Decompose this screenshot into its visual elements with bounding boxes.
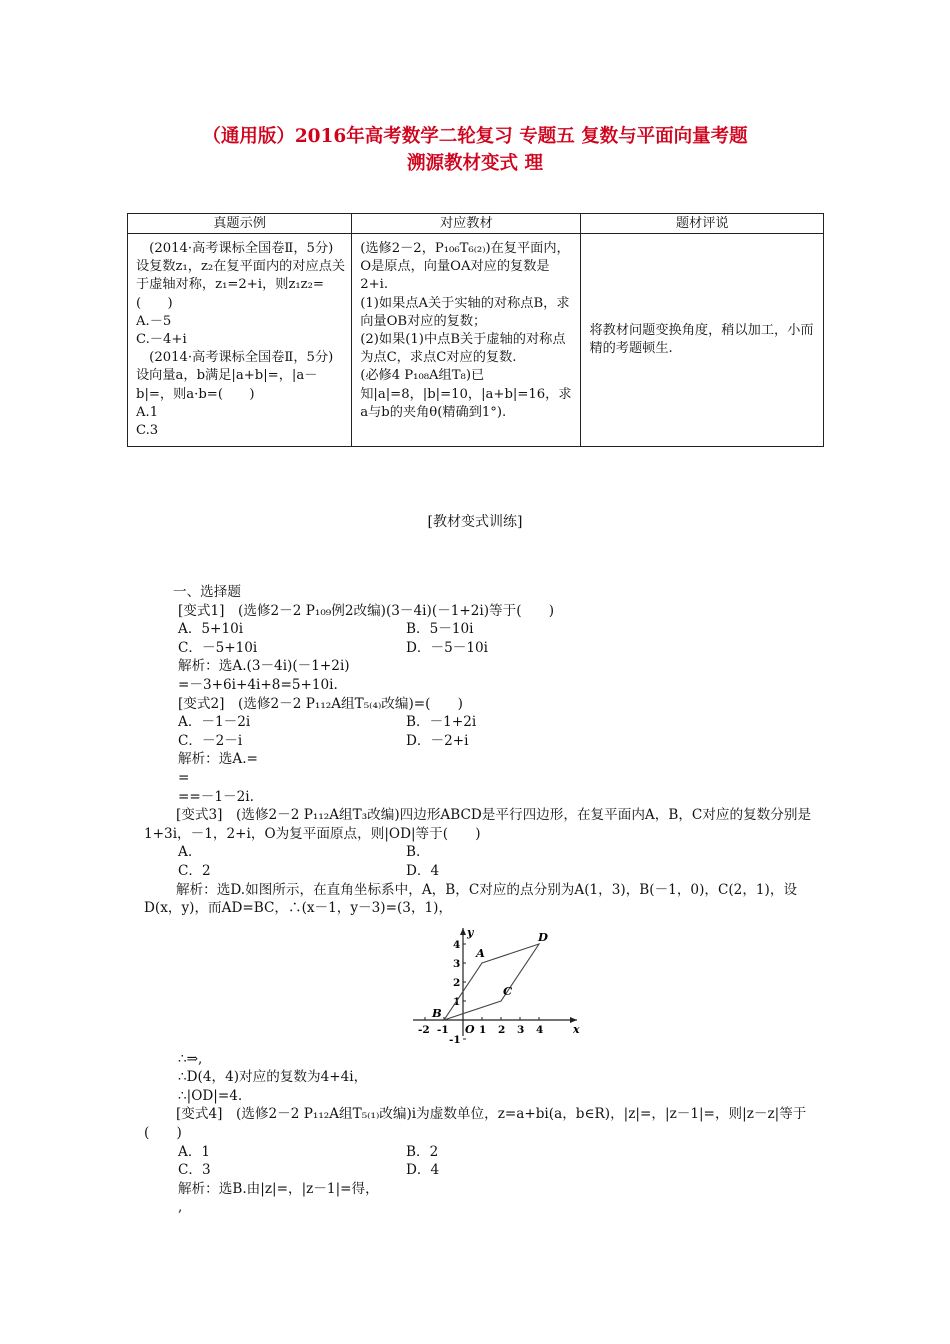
x-tick-label: 1: [479, 1024, 487, 1036]
comment-cell: 将教材问题变换角度，稍以加工，小而精的考题顿生.: [581, 234, 824, 447]
exercise-body: [144, 583, 828, 1217]
variant-4-option-a: A．1: [178, 1143, 211, 1160]
examples-cell: [128, 234, 352, 447]
variant-4-option-c: C．3: [178, 1162, 211, 1179]
textbook-part-2: (2)如果(1)中点B关于虚轴的对称点为点C，求点C对应的复数.: [360, 332, 566, 366]
point-label-c: C: [503, 984, 513, 998]
y-axis-arrow: [460, 928, 466, 935]
variant-3-solution-1: 解析：选D.如图所示，在直角坐标系中，A，B，C对应的点分别为A(1，3)，B(－1，0)，C(2，1)，设D(x，y)，而AD=BC，∴(x－1，y－3)=(3，1)，: [144, 881, 798, 917]
title-line-2: 溯源教材变式 理: [407, 153, 543, 174]
variant-3-solution-2: ∴⇒,: [178, 1050, 203, 1067]
header-textbook: 对应教材: [352, 214, 581, 234]
variant-4-options-cd: [178, 1161, 828, 1180]
variant-3-options-cd: [178, 862, 828, 881]
y-tick-label: 1: [453, 996, 461, 1008]
document-title: [120, 123, 830, 177]
origin-label: O: [465, 1023, 475, 1036]
variant-1-options-ab: [178, 620, 828, 639]
textbook-problem-1: (选修2－2，P₁₀₆T₆₍₂₎)在复平面内，O是原点，向量OA对应的复数是2+i.: [360, 241, 570, 293]
x-axis-label: x: [573, 1023, 580, 1036]
y-tick-label: 3: [453, 958, 461, 970]
x-tick-label: -2: [418, 1024, 430, 1036]
variant-2-solution-1: 解析：选A.=: [178, 751, 258, 768]
variant-2-solution-3: ==－1－2i.: [178, 788, 254, 805]
point-label-d: D: [538, 930, 548, 944]
variant-3-solution-3: ∴D(4，4)对应的复数为4+4i，: [178, 1069, 368, 1086]
variant-2-options-ab: [178, 713, 828, 732]
variant-1-option-d: D．－5－10i: [406, 639, 488, 656]
variant-1-option-b: B．5－10i: [406, 621, 474, 638]
variant-4-option-b: B．2: [406, 1143, 439, 1160]
x-tick-label: 3: [517, 1024, 525, 1036]
example-1-option-a: A.－5: [136, 313, 172, 329]
example-2-question: (2014·高考课标全国卷Ⅱ，5分)设向量a，b满足|a+b|=，|a－b|=，则a·b=( ): [136, 350, 334, 402]
variant-2-option-b: B．－1+2i: [406, 714, 477, 731]
source-table: [127, 213, 824, 447]
section-label: [教材变式训练]: [427, 514, 523, 530]
variant-2-question: [变式2] (选修2－2 P₁₁₂A组T₅₍₄₎改编)=( ): [178, 695, 463, 712]
y-tick-label: 4: [453, 939, 461, 951]
variant-4-solution-1: 解析：选B.由|z|=，|z－1|=得，: [178, 1180, 379, 1197]
parallelogram-figure: [405, 924, 585, 1044]
variant-3-options-ab: [178, 843, 828, 862]
example-2-option-c: C.3: [136, 423, 159, 439]
variant-1-option-a: A．5+10i: [178, 621, 244, 638]
table-row: [128, 234, 824, 447]
header-examples: 真题示例: [128, 214, 352, 234]
example-1-question: (2014·高考课标全国卷Ⅱ，5分)设复数z₁，z₂在复平面内的对应点关于虚轴对称，z₁=2+i，则z₁z₂=( ): [136, 241, 346, 311]
y-axis-label: y: [467, 926, 474, 939]
table-header-row: [128, 214, 824, 234]
variant-2-solution-2: =: [178, 769, 190, 786]
variant-4-question: [变式4] (选修2－2 P₁₁₂A组T₅₍₁₎改编)i为虚数单位，z=a+bi(a，b∈R)，|z|=，|z－1|=，则|z－z|等于( ): [144, 1106, 807, 1142]
variant-3-option-b: B.: [406, 844, 421, 861]
x-tick-label: 4: [536, 1024, 544, 1036]
variant-3-option-c: C．2: [178, 862, 211, 879]
variant-1-question: [变式1] (选修2－2 P₁₀₉例2改编)(3－4i)(－1+2i)等于( ): [178, 602, 555, 619]
variant-2-option-d: D．－2+i: [406, 732, 469, 749]
section-heading: 一、选择题: [173, 584, 241, 600]
variant-4-option-d: D．4: [406, 1162, 440, 1179]
point-labels: [431, 930, 548, 1020]
textbook-cell: [352, 234, 581, 447]
example-2-option-a: A.1: [136, 404, 159, 420]
variant-1-options-cd: [178, 639, 828, 658]
variant-3-option-a: A.: [178, 844, 193, 861]
variant-1-solution-1: 解析：选A.(3－4i)(－1+2i): [178, 658, 350, 675]
textbook-part-1: (1)如果点A关于实轴的对称点B，求向量OB对应的复数；: [360, 295, 570, 329]
title-line-1: （通用版）2016年高考数学二轮复习 专题五 复数与平面向量考题: [202, 126, 748, 147]
variant-2-option-a: A．－1－2i: [178, 714, 251, 731]
textbook-problem-2: (必修4 P₁₀₈A组T₈)已知|a|=8，|b|=10，|a+b|=16，求a与b的夹角θ(精确到1°).: [360, 368, 572, 420]
x-tick-label: 2: [498, 1024, 506, 1036]
variant-3-solution-4: ∴|OD|=4.: [178, 1087, 243, 1104]
x-tick-label: -1: [437, 1024, 449, 1036]
variant-2-option-c: C．－2－i: [178, 732, 243, 749]
example-1-option-c: C.－4+i: [136, 332, 187, 348]
point-label-b: B: [432, 1006, 442, 1020]
variant-4-options-ab: [178, 1143, 828, 1162]
variant-1-option-c: C．－5+10i: [178, 639, 258, 656]
y-tick-label: 2: [453, 977, 461, 989]
y-tick-label: -1: [449, 1034, 461, 1044]
header-comment: 题材评说: [581, 214, 824, 234]
variant-4-solution-2: ,: [178, 1199, 183, 1216]
variant-3-option-d: D．4: [406, 862, 440, 879]
variant-2-options-cd: [178, 732, 828, 751]
variant-1-solution-2: =－3+6i+4i+8=5+10i.: [178, 676, 338, 693]
point-label-a: A: [476, 946, 485, 960]
variant-3-question: [变式3] (选修2－2 P₁₁₂A组T₃改编)四边形ABCD是平行四边形，在复平面内A，B，C对应的复数分别是1+3i，－1，2+i，O为复平面原点，则|OD|等于( ): [144, 807, 812, 842]
